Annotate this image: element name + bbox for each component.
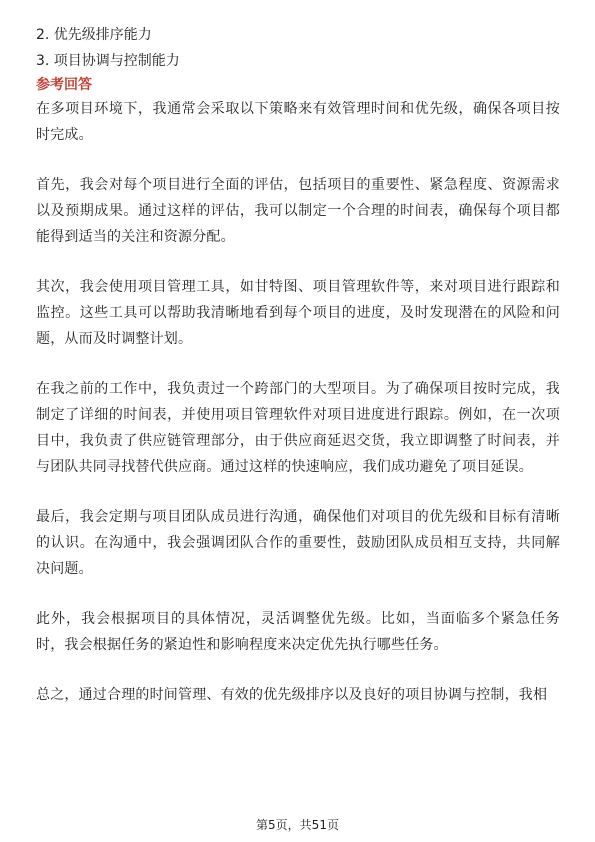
page-number-footer: 第5页，共51页 bbox=[256, 818, 339, 832]
paragraph-finally: 最后，我会定期与项目团队成员进行沟通，确保他们对项目的优先级和目标有清晰的认识。在沟通中，我会强调团队合作的重要性，鼓励团队成员相互支持，共同解决问题。 bbox=[36, 509, 560, 577]
paragraph-additionally: 此外，我会根据项目的具体情况，灵活调整优先级。比如，当面临多个紧急任务时，我会根据任务的紧迫性和影响程度来决定优先执行哪些任务。 bbox=[36, 611, 560, 653]
page-content bbox=[36, 22, 560, 732]
paragraph-first: 首先，我会对每个项目进行全面的评估，包括项目的重要性、紧急程度、资源需求以及预期成果。通过这样的评估，我可以制定一个合理的时间表，确保每个项目都能得到适当的关注和资源分配。 bbox=[36, 177, 560, 245]
paragraph-second: 其次，我会使用项目管理工具，如甘特图、项目管理软件等，来对项目进行跟踪和监控。这些工具可以帮助我清晰地看到每个项目的进度，及时发现潜在的风险和问题，从而及时调整计划。 bbox=[36, 279, 560, 347]
paragraph-example: 在我之前的工作中，我负责过一个跨部门的大型项目。为了确保项目按时完成，我制定了详细的时间表，并使用项目管理软件对项目进度进行跟踪。例如，在一次项目中，我负责了供应链管理部分，由于供应商延迟交货，我立即调整了时间表，并与团队共同寻找替代供应商。通过这样的快速响应，我们成功避免了项目延误。 bbox=[36, 381, 560, 475]
paragraph-summary: 总之，通过合理的时间管理、有效的优先级排序以及良好的项目协调与控制，我相 bbox=[36, 687, 548, 703]
answer-heading: 参考回答 bbox=[36, 77, 92, 93]
paragraph-intro: 在多项目环境下，我通常会采取以下策略来有效管理时间和优先级，确保各项目按时完成。 bbox=[36, 101, 560, 143]
list-item-priority: 2. 优先级排序能力 bbox=[36, 27, 152, 43]
list-item-coordination: 3. 项目协调与控制能力 bbox=[36, 53, 180, 69]
